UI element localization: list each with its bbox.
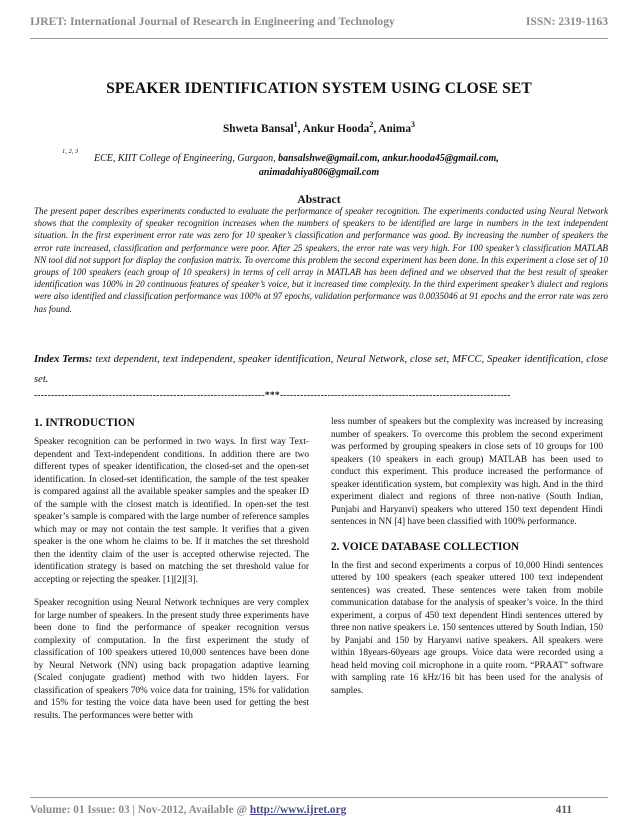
affiliation-text: ECE, KIIT College of Engineering, Gurgaon, — [94, 153, 279, 164]
paragraph: Speaker recognition using Neural Network techniques are very complex for large number of speakers. In the present study three experiments have been done to find the performance of speaker recognition versus complexity of computation. In the first experiment the study of classification of 100 speakers uttered 10,000 sentences have been done by Neural Network (NN) using back propagation adaptive learning (Scaled conjugate gradient) method with two hidden layers. For classification of speakers 70% voice data for training, 15% for validation and 15% for testing the voice data have been used for getting the best results. The performances were better with — [34, 598, 309, 721]
footer-volume — [30, 804, 346, 816]
footer-volume-text: Volume: 01 Issue: 03 | Nov-2012, Available @ — [30, 804, 250, 816]
index-terms-label: Index Terms: — [34, 354, 93, 365]
author-list — [30, 120, 608, 135]
author-sup: 3 — [410, 120, 415, 129]
affiliation-sup: 1, 2, 3 — [62, 148, 79, 155]
voice-database-heading: 2. VOICE DATABASE COLLECTION — [331, 540, 520, 553]
issn: ISSN: 2319-1163 — [525, 14, 608, 28]
abstract-text: The present paper describes experiments conducted to evaluate the performance of speaker recognition. The experiments conducted using Neural Network shows that the complexity of speaker recognition increases when the numbers of speakers to be identified are large in numbers in the text independent situation. In the first experiment error rate was zero for 10 speaker’s classification and performance was good. By increasing the number of speakers the error rate increased, classification and performance were poor. After 25 speakers, the error rate was very high. For 100 speaker’s classification MATLAB NN tool did not support for display the confusion matrix. To overcome this problem the second experiment has been done. In this experiment a close set of 10 groups of 100 speakers (each group of 10 speakers) in terms of cell array in MATLAB has been defined and we observed that the best result of speaker identification was 100% in 20 continuous features of speaker’s voice, but it increased time complexity. In the third experiment speaker’s dialect and regions were also identified and classification performance was 100% at 97 epochs, validation performance was 0.0035046 at 91 epochs and the error rate was zero has found. — [34, 206, 608, 314]
running-footer — [30, 800, 608, 820]
left-column — [34, 416, 309, 733]
paper-title: SPEAKER IDENTIFICATION SYSTEM USING CLOSE SET — [106, 80, 532, 97]
paragraph: In the first and second experiments a corpus of 10,000 Hindi sentences uttered by 100 speakers (each speaker uttered 100 text independent sentences) was created. These sentences were taken from mobile communication database for the analysis of speaker’s voice. In the third experiment, a corpus of 450 text dependent Hindi sentences uttered by three non native speakers i.e. 150 sentences uttered by South Indian, 150 by Panjabi and 150 by Haryanvi native speakers. All speakers were within 18years-60years age groups. Voice data were recorded using a head held moving coil microphone in a quite room. “PRAAT” software with sampling rate 16 kHz/16 bit has been used for the analysis of samples. — [331, 560, 603, 696]
author-emails[interactable]: bansalshwe@gmail.com, ankur.hooda45@gmail.com, — [278, 153, 499, 164]
index-terms — [34, 350, 608, 390]
paragraph: less number of speakers but the complexity was increased by increasing number of speakers. To overcome this problem the second experiment was performed by grouping speakers in close sets of 10 groups for 100 speakers (10 speakers in each group) MATLAB has been used to conduct this experiment. This produce increased the performance of speaker identification system, but complexity was high. And in the third experiment dialect and regions of three non-native (South Indian, Punjabi and Haryanvi) speakers who uttered 150 text dependent Hindi sentences in NN [4] have been classified with 100% performance. — [331, 417, 603, 527]
author-sep: , — [297, 122, 303, 135]
running-header — [30, 6, 608, 36]
author-sep: , — [373, 122, 379, 135]
author-name: Anima — [378, 122, 411, 135]
author-sup: 1 — [293, 120, 298, 129]
section-divider: --------------------------------------------------------------------***-------------------------------------------------------------------- — [34, 390, 511, 401]
introduction-heading: 1. INTRODUCTION — [34, 417, 135, 429]
header-rule — [30, 38, 608, 39]
index-terms-text: text dependent, text independent, speaker identification, Neural Network, close set, MFCC, Speaker identification, close set. — [34, 354, 608, 385]
author-name: Shweta Bansal — [223, 122, 294, 135]
footer-rule — [30, 797, 608, 798]
author-sup: 2 — [369, 120, 374, 129]
affiliation — [94, 152, 608, 180]
author-name: Ankur Hooda — [302, 122, 370, 135]
journal-link[interactable]: http://www.ijret.org — [249, 804, 347, 816]
author-email-2[interactable]: animadahiya806@gmail.com — [258, 167, 380, 178]
right-column — [331, 416, 603, 708]
page-number: 411 — [555, 804, 572, 816]
abstract-heading: Abstract — [297, 193, 341, 206]
journal-name: IJRET: International Journal of Research in Engineering and Technology — [30, 14, 395, 28]
paragraph: Speaker recognition can be performed in two ways. In first way Text-dependent and Text-independent conditions. In addition there are two different types of speaker identification, the closed-set and the open-set identification. In closed-set identification, the sample of the test speaker is compared against all the available speaker samples and the speaker ID of the sample with the closest match is identified. In open-set the test speaker’s sample is compared with the large number of reference samples which may or may not contain the test sample. It verifies that a given speaker is the one whom he claims to be. If it matches the set threshold then the identity claim of the user is accepted otherwise rejected. The identification strategy is based on matching the set threshold value for accepting or rejecting the speaker. [1][2][3]. — [34, 437, 309, 585]
